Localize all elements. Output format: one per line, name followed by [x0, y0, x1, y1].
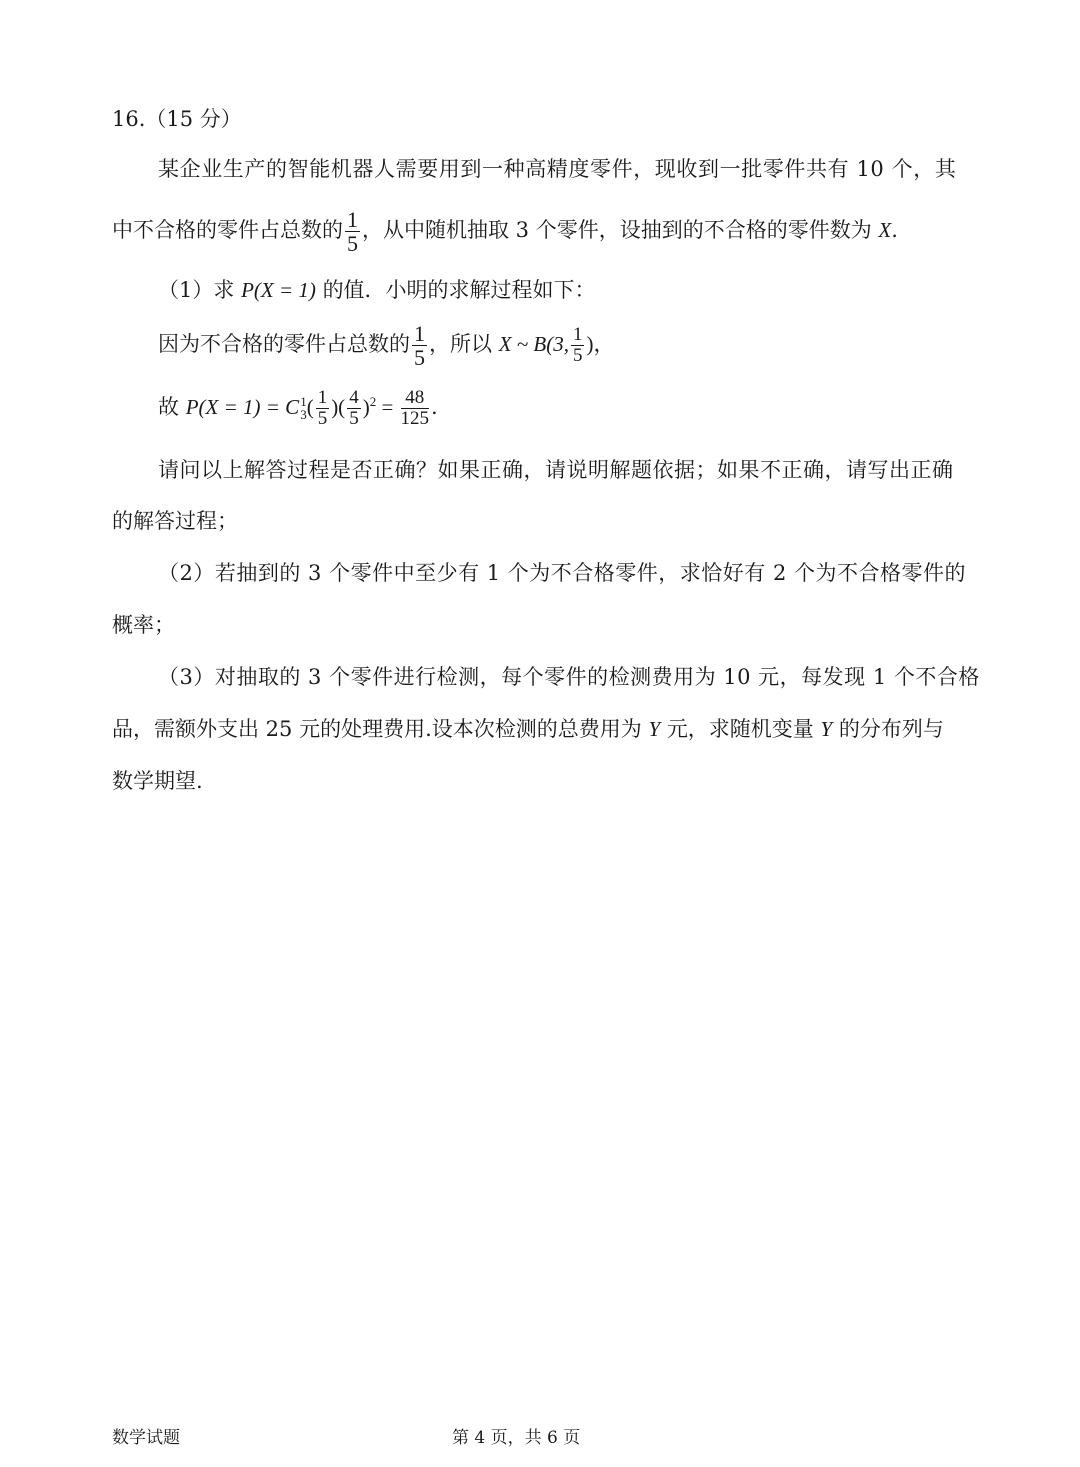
- intro-line-1: 某企业生产的智能机器人需要用到一种高精度零件，现收到一批零件共有 10 个，其: [158, 157, 957, 181]
- variable-y: Y: [648, 717, 661, 741]
- because-line: 因为不合格的零件占总数的 $\frac{1}{5}$ ，所以 X ~ B(3, $\frac{1}{5}$ )，: [158, 321, 615, 371]
- part2-line-2: 概率；: [112, 613, 175, 637]
- footer-subject: 数学试题: [112, 1428, 180, 1448]
- part1-expression: P(X = 1): [241, 278, 316, 302]
- question-number: 16.（15 分）: [112, 107, 242, 131]
- part1-line: （1）求 P(X = 1) 的值．小明的求解过程如下：: [158, 278, 596, 302]
- fraction-four-fifths: $\frac{4}{5}$: [349, 387, 359, 429]
- footer-page-info: 第 4 页，共 6 页: [452, 1428, 581, 1448]
- probability-expression: P(X = 1) = C: [185, 394, 300, 419]
- part3-line-3: 数学期望.: [112, 769, 203, 793]
- binomial-expression: X ~ B(3,: [498, 332, 569, 357]
- result-fraction: $\frac{48}{125}$: [400, 387, 430, 429]
- part3-line-2: 品，需额外支出 25 元的处理费用.设本次检测的总费用为 Y 元，求随机变量 Y 的分布列与: [112, 717, 944, 741]
- fraction-one-fifth-4: $\frac{1}{5}$: [317, 387, 328, 429]
- ask-line-2: 的解答过程；: [112, 509, 238, 533]
- part3-line-1: （3）对抽取的 3 个零件进行检测，每个零件的检测费用为 10 元，每发现 1 个不合格: [158, 665, 980, 689]
- fraction-one-fifth-2: $\frac{1}{5}$: [414, 321, 425, 371]
- variable-x: X: [878, 218, 892, 243]
- intro-line-2: 中不合格的零件占总数的 $\frac{1}{5}$ ，从中随机抽取 3 个零件，设抽到的不合格的零件数为 X.: [112, 207, 898, 257]
- part2-line-1: （2）若抽到的 3 个零件中至少有 1 个为不合格零件，求恰好有 2 个为不合格零件的: [158, 561, 966, 585]
- therefore-line: 故 P(X = 1) = C 1 3 ( $\frac{1}{5}$ )( $\frac{4}{5}$ )$^2$ = $\frac{48}{125}$ .: [158, 387, 438, 429]
- fraction-one-fifth-3: $\frac{1}{5}$: [572, 324, 583, 367]
- fraction-one-fifth: $\frac{1}{5}$: [347, 207, 358, 257]
- variable-y-2: Y: [820, 717, 833, 741]
- combination-indices: 1 3: [300, 393, 307, 423]
- ask-line-1: 请问以上解答过程是否正确？如果正确，请说明解题依据；如果不正确，请写出正确: [158, 458, 954, 482]
